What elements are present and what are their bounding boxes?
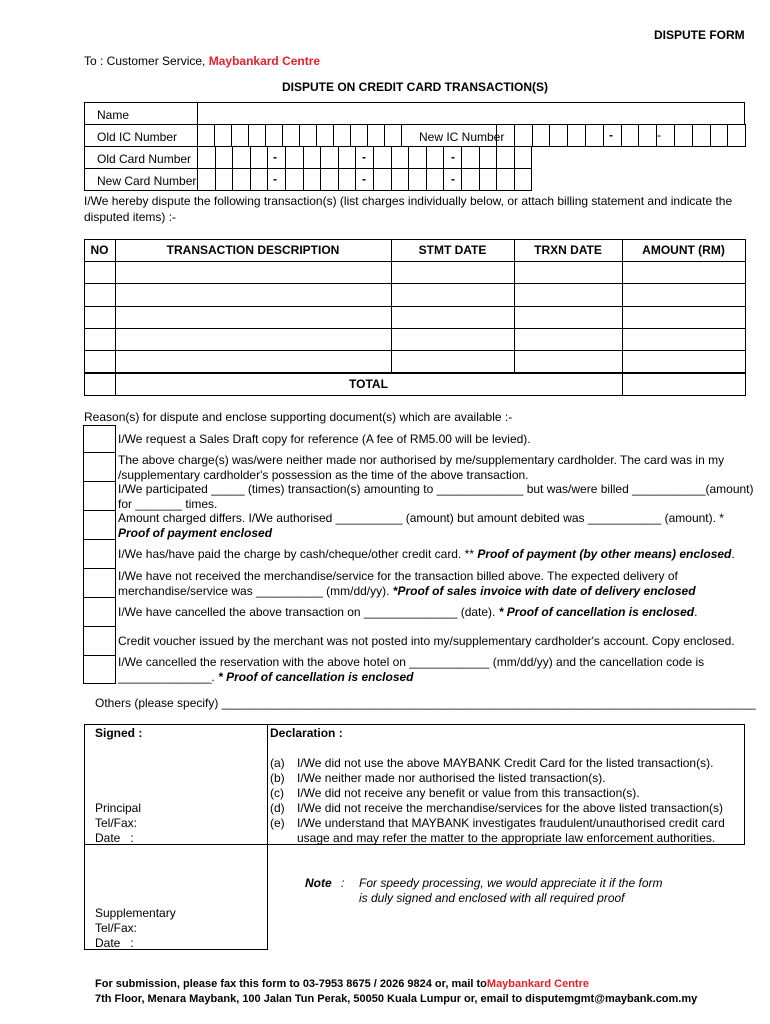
old-ic-box[interactable] xyxy=(384,124,402,147)
card-dash: - xyxy=(451,172,455,186)
note-line-1: For speedy processing, we would appreciate it if the form xyxy=(359,876,663,890)
old-ic-box[interactable] xyxy=(316,124,334,147)
new-ic-box[interactable] xyxy=(585,124,604,147)
tx-cell-amount[interactable] xyxy=(622,261,746,284)
principal-date-label: Date : xyxy=(95,831,134,845)
card-number-box[interactable] xyxy=(496,146,515,169)
declaration-item-text: I/We did not receive the merchandise/services for the above listed transaction(s) xyxy=(297,801,723,815)
old-ic-box[interactable] xyxy=(333,124,351,147)
tx-cell-description[interactable] xyxy=(115,350,392,373)
card-number-box[interactable] xyxy=(215,168,234,191)
tx-cell-trxn-date[interactable] xyxy=(514,350,623,373)
reason-8: Credit voucher issued by the merchant was not posted into my/supplementary cardholder's account. Copy enclosed. xyxy=(118,634,735,648)
reason-6-line-2 xyxy=(118,584,696,599)
reason-checkbox[interactable] xyxy=(83,626,116,656)
old-ic-box[interactable] xyxy=(248,124,266,147)
footer-centre: Maybankard Centre xyxy=(486,978,589,990)
old-ic-box[interactable] xyxy=(350,124,368,147)
card-number-box[interactable] xyxy=(338,146,357,169)
column-header-trxn-date: TRXN DATE xyxy=(534,243,602,257)
intro-line-2: disputed items) :- xyxy=(84,210,177,224)
card-number-box[interactable] xyxy=(320,146,339,169)
column-header-description: TRANSACTION DESCRIPTION xyxy=(166,243,340,257)
tx-cell-description[interactable] xyxy=(115,306,392,329)
tx-cell-no xyxy=(84,261,116,284)
to-line xyxy=(84,54,320,68)
tx-cell-no xyxy=(84,328,116,351)
declaration-item-key: (a) xyxy=(270,756,285,770)
tx-cell-stmt-date[interactable] xyxy=(391,350,515,373)
card-number-box[interactable] xyxy=(250,168,269,191)
tx-cell-trxn-date[interactable] xyxy=(514,306,623,329)
signed-title: Signed : xyxy=(95,726,143,740)
tx-cell-description[interactable] xyxy=(115,328,392,351)
card-number-box[interactable] xyxy=(408,146,427,169)
total-amount-cell[interactable] xyxy=(622,373,746,396)
new-ic-dash: - xyxy=(609,128,613,142)
column-header-stmt-date: STMT DATE xyxy=(418,243,487,257)
card-number-box[interactable] xyxy=(232,168,251,191)
tx-cell-no xyxy=(84,283,116,306)
card-number-box[interactable] xyxy=(514,168,533,191)
reason-7-proof: * Proof of cancellation is enclosed xyxy=(498,605,695,619)
reason-checkbox[interactable] xyxy=(83,655,116,684)
tx-cell-amount[interactable] xyxy=(622,350,746,373)
reason-6-proof: *Proof of sales invoice with date of delivery enclosed xyxy=(392,584,696,598)
note-line-2: is duly signed and enclosed with all required proof xyxy=(359,891,625,905)
reason-4-line-1: Amount charged differs. I/We authorised __________ (amount) but amount debited was ___________ (amount). * xyxy=(118,511,724,525)
note-colon: : xyxy=(341,876,345,890)
card-number-box[interactable] xyxy=(514,146,533,169)
reason-2-line-2: /supplementary cardholder's possession as the time of the above transaction. xyxy=(118,468,529,482)
old-card-row-label: Old Card Number xyxy=(97,152,192,166)
new-ic-dash: - xyxy=(657,128,661,142)
tx-cell-stmt-date[interactable] xyxy=(391,283,515,306)
reason-7 xyxy=(118,605,697,620)
reason-1: I/We request a Sales Draft copy for reference (A fee of RM5.00 will be levied). xyxy=(118,432,531,446)
reasons-intro: Reason(s) for dispute and enclose supporting document(s) which are available :- xyxy=(84,410,513,424)
card-dash: - xyxy=(362,172,366,186)
new-ic-box[interactable] xyxy=(692,124,711,147)
card-number-box[interactable] xyxy=(426,146,445,169)
reason-5-text: I/We has/have paid the charge by cash/cheque/other credit card. ** xyxy=(118,547,478,561)
footer-line-2: 7th Floor, Menara Maybank, 100 Jalan Tun Perak, 50050 Kuala Lumpur or, email to disputemgmt@maybank.com.my xyxy=(95,993,698,1005)
old-card-row-label-cell xyxy=(84,146,198,169)
card-number-box[interactable] xyxy=(197,168,216,191)
tx-cell-stmt-date[interactable] xyxy=(391,261,515,284)
card-number-box[interactable] xyxy=(320,168,339,191)
reason-5 xyxy=(118,547,735,562)
reason-5-dot: . xyxy=(731,547,735,561)
card-number-box[interactable] xyxy=(215,146,234,169)
principal-label: Principal xyxy=(95,801,142,815)
old-ic-box[interactable] xyxy=(231,124,249,147)
tx-cell-amount[interactable] xyxy=(622,306,746,329)
old-ic-row-label-cell xyxy=(84,124,198,147)
old-ic-box[interactable] xyxy=(265,124,283,147)
note-label: Note xyxy=(305,876,332,890)
card-dash: - xyxy=(273,172,277,186)
reason-checkbox[interactable] xyxy=(83,481,116,511)
reason-9-proof: * Proof of cancellation is enclosed xyxy=(218,670,414,684)
new-card-row-label-cell xyxy=(84,168,198,191)
card-number-box[interactable] xyxy=(338,168,357,191)
reason-5-proof: Proof of payment (by other means) enclosed xyxy=(477,547,732,561)
new-card-row-label: New Card Number xyxy=(97,174,197,188)
card-number-box[interactable] xyxy=(232,146,251,169)
reason-4-line-2: Proof of payment enclosed xyxy=(118,526,273,540)
card-number-box[interactable] xyxy=(197,146,216,169)
tx-cell-stmt-date[interactable] xyxy=(391,306,515,329)
card-number-box[interactable] xyxy=(303,146,322,169)
card-dash: - xyxy=(273,150,277,164)
new-ic-box[interactable] xyxy=(674,124,693,147)
tx-cell-amount[interactable] xyxy=(622,328,746,351)
reason-7-text: I/We have cancelled the above transaction on ______________ (date). xyxy=(118,605,499,619)
reason-checkbox[interactable] xyxy=(83,452,116,482)
reason-2-line-1: The above charge(s) was/were neither made nor authorised by me/supplementary cardholder. The card was in my xyxy=(118,453,725,467)
declaration-title: Declaration : xyxy=(270,726,343,740)
footer-line-1 xyxy=(95,978,589,990)
reason-9-line-1: I/We cancelled the reservation with the above hotel on ____________ (mm/dd/yy) and the cancellation code is xyxy=(118,655,705,669)
new-ic-label: New IC Number xyxy=(419,130,505,144)
reason-6-line-1: I/We have not received the merchandise/service for the transaction billed above. The expected delivery of xyxy=(118,569,678,583)
new-ic-box[interactable] xyxy=(496,124,515,147)
card-number-box[interactable] xyxy=(373,146,392,169)
principal-tel-label: Tel/Fax: xyxy=(95,816,138,830)
intro-line-1: I/We hereby dispute the following transaction(s) (list charges individually below, or attach billing statement and indicate the xyxy=(84,194,733,208)
reason-checkbox[interactable] xyxy=(83,510,116,540)
card-number-box[interactable] xyxy=(285,146,304,169)
card-number-box[interactable] xyxy=(496,168,515,191)
new-ic-label-cell xyxy=(401,124,505,147)
tx-cell-trxn-date[interactable] xyxy=(514,261,623,284)
declaration-item-text: I/We neither made nor authorised the listed transaction(s). xyxy=(297,771,606,785)
column-header-amount: AMOUNT (RM) xyxy=(642,243,725,257)
card-number-box[interactable] xyxy=(461,146,480,169)
new-ic-box[interactable] xyxy=(532,124,551,147)
column-header-no: NO xyxy=(90,243,109,257)
tx-cell-no xyxy=(84,306,116,329)
old-ic-box[interactable] xyxy=(367,124,385,147)
card-number-box[interactable] xyxy=(285,168,304,191)
tx-cell-trxn-date[interactable] xyxy=(514,283,623,306)
card-number-box[interactable] xyxy=(373,168,392,191)
tx-cell-no xyxy=(84,373,116,396)
card-number-box[interactable] xyxy=(426,168,445,191)
card-dash: - xyxy=(362,150,366,164)
tx-cell-amount[interactable] xyxy=(622,283,746,306)
name-row-label-cell xyxy=(84,102,198,125)
old-ic-box[interactable] xyxy=(282,124,300,147)
declaration-e-cont: usage and may refer the matter to the appropriate law enforcement authorities. xyxy=(297,831,716,845)
card-number-box[interactable] xyxy=(479,146,498,169)
new-ic-box[interactable] xyxy=(727,124,746,147)
new-ic-box[interactable] xyxy=(638,124,657,147)
new-ic-box[interactable] xyxy=(514,124,533,147)
declaration-item-text: I/We did not use the above MAYBANK Credit Card for the listed transaction(s). xyxy=(297,756,714,770)
supplementary-date-label: Date : xyxy=(95,936,134,950)
new-ic-box[interactable] xyxy=(549,124,568,147)
to-prefix: To : Customer Service, xyxy=(84,54,209,68)
new-ic-box[interactable] xyxy=(710,124,729,147)
declaration-item-key: (e) xyxy=(270,816,285,830)
tx-cell-stmt-date[interactable] xyxy=(391,328,515,351)
centre-name: Maybankard Centre xyxy=(208,54,321,68)
card-number-box[interactable] xyxy=(479,168,498,191)
page-heading: DISPUTE ON CREDIT CARD TRANSACTION(S) xyxy=(282,80,548,94)
card-number-box[interactable] xyxy=(391,146,410,169)
new-ic-box[interactable] xyxy=(621,124,640,147)
reason-9-code: ______________. xyxy=(118,670,219,684)
tx-cell-no xyxy=(84,350,116,373)
reason-6-text: merchandise/service was __________ (mm/dd/yy). xyxy=(118,584,393,598)
declaration-item-key: (b) xyxy=(270,771,285,785)
card-number-box[interactable] xyxy=(408,168,427,191)
old-ic-box[interactable] xyxy=(299,124,317,147)
card-number-box[interactable] xyxy=(391,168,410,191)
reason-checkbox[interactable] xyxy=(83,539,116,569)
old-ic-box[interactable] xyxy=(197,124,215,147)
card-number-box[interactable] xyxy=(250,146,269,169)
tx-cell-description[interactable] xyxy=(115,261,392,284)
supplementary-label: Supplementary xyxy=(95,906,176,920)
form-title: DISPUTE FORM xyxy=(654,28,745,42)
name-row-label: Name xyxy=(97,108,130,122)
card-number-box[interactable] xyxy=(303,168,322,191)
reason-7-dot: . xyxy=(694,605,698,619)
declaration-item-text: I/We understand that MAYBANK investigates fraudulent/unauthorised credit card xyxy=(297,816,725,830)
reason-3-line-2: for _______ times. xyxy=(118,497,218,511)
others-specify[interactable]: Others (please specify) ________________________________________________________________________________ xyxy=(95,696,756,710)
reason-checkbox[interactable] xyxy=(83,597,116,627)
declaration-item-text: I/We did not receive any benefit or value from this transaction(s). xyxy=(297,786,640,800)
card-number-box[interactable] xyxy=(461,168,480,191)
reason-9-line-2 xyxy=(118,670,414,685)
reason-3-line-1: I/We participated _____ (times) transaction(s) amounting to _____________ but was/were billed ___________(amount) xyxy=(118,482,754,496)
tx-cell-description[interactable] xyxy=(115,283,392,306)
reason-checkbox[interactable] xyxy=(83,568,116,598)
tx-cell-trxn-date[interactable] xyxy=(514,328,623,351)
total-label: TOTAL xyxy=(349,376,388,391)
declaration-item-key: (c) xyxy=(270,786,284,800)
card-dash: - xyxy=(451,150,455,164)
declaration-item-key: (d) xyxy=(270,801,285,815)
name-field[interactable] xyxy=(197,102,745,125)
supplementary-tel-label: Tel/Fax: xyxy=(95,921,138,935)
footer-fax-text: For submission, please fax this form to 03-7953 8675 / 2026 9824 or, mail to xyxy=(95,978,487,990)
reason-checkbox[interactable] xyxy=(83,425,116,453)
new-ic-box[interactable] xyxy=(567,124,586,147)
old-ic-row-label: Old IC Number xyxy=(97,130,178,144)
old-ic-box[interactable] xyxy=(214,124,232,147)
